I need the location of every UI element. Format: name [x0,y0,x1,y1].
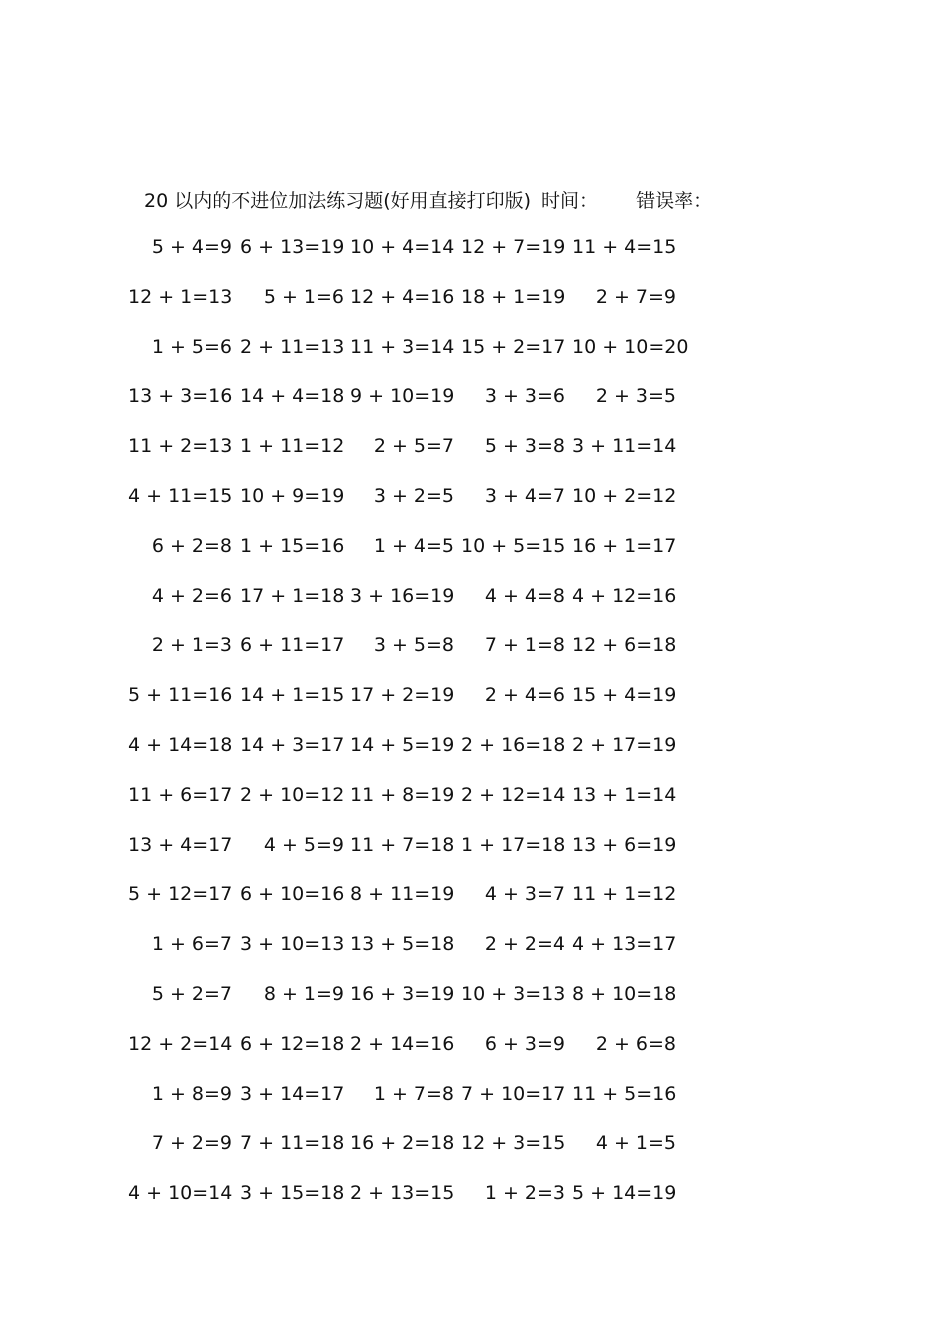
equation-item: 1 + 7=8 [373,1083,454,1105]
equation-item: 3 + 3=6 [484,385,565,407]
equation-item: 13 + 4=17 [128,834,233,856]
equation-item: 3 + 2=5 [373,485,454,507]
equation-item: 11 + 6=17 [128,784,233,806]
equation-item: 9 + 10=19 [350,385,455,407]
equation-item: 12 + 2=14 [128,1033,233,1055]
equation-item: 2 + 16=18 [461,734,566,756]
equation-item: 6 + 12=18 [240,1033,345,1055]
equation-item: 3 + 4=7 [484,485,565,507]
equation-item: 7 + 1=8 [484,634,565,656]
equation-item: 2 + 2=4 [484,933,565,955]
time-label: 时间： [541,190,599,212]
equation-item: 4 + 10=14 [128,1182,233,1204]
equation-item: 16 + 2=18 [350,1132,455,1154]
equation-item: 12 + 7=19 [461,236,566,258]
equation-item: 1 + 6=7 [151,933,232,955]
equation-item: 14 + 1=15 [240,684,345,706]
equation-item: 15 + 4=19 [572,684,677,706]
equation-item: 10 + 3=13 [461,983,566,1005]
equation-item: 6 + 3=9 [484,1033,565,1055]
equation-item: 2 + 17=19 [572,734,677,756]
equation-item: 2 + 13=15 [350,1182,455,1204]
equation-item: 14 + 4=18 [240,385,345,407]
equation-item: 11 + 2=13 [128,435,233,457]
equation-item: 10 + 9=19 [240,485,345,507]
page-title: 20 以内的不进位加法练习题(好用直接打印版) [144,190,532,212]
equation-item: 16 + 1=17 [572,535,677,557]
error-rate-label: 错误率： [636,190,713,212]
equation-item: 12 + 1=13 [128,286,233,308]
equation-item: 2 + 1=3 [151,634,232,656]
equation-item: 1 + 2=3 [484,1182,565,1204]
equation-item: 1 + 5=6 [151,336,232,358]
equation-item: 7 + 11=18 [240,1132,345,1154]
equation-item: 5 + 4=9 [151,236,232,258]
equation-item: 2 + 6=8 [595,1033,676,1055]
equation-item: 3 + 15=18 [240,1182,345,1204]
equation-item: 2 + 7=9 [595,286,676,308]
equation-item: 5 + 2=7 [151,983,232,1005]
equation-item: 7 + 10=17 [461,1083,566,1105]
equation-item: 10 + 5=15 [461,535,566,557]
equation-item: 14 + 3=17 [240,734,345,756]
equation-item: 1 + 4=5 [373,535,454,557]
equation-item: 6 + 13=19 [240,236,345,258]
equation-item: 6 + 2=8 [151,535,232,557]
equation-item: 17 + 2=19 [350,684,455,706]
equation-item: 1 + 17=18 [461,834,566,856]
equation-item: 1 + 15=16 [240,535,345,557]
equation-item: 5 + 1=6 [263,286,344,308]
equation-item: 17 + 1=18 [240,585,345,607]
equation-item: 1 + 11=12 [240,435,345,457]
equation-item: 2 + 11=13 [240,336,345,358]
equation-item: 13 + 1=14 [572,784,677,806]
equation-item: 2 + 12=14 [461,784,566,806]
equation-item: 3 + 16=19 [350,585,455,607]
equation-item: 11 + 3=14 [350,336,455,358]
equation-item: 10 + 4=14 [350,236,455,258]
equation-item: 3 + 11=14 [572,435,677,457]
equation-item: 3 + 10=13 [240,933,345,955]
equation-item: 3 + 14=17 [240,1083,345,1105]
equation-item: 15 + 2=17 [461,336,566,358]
equation-item: 4 + 2=6 [151,585,232,607]
equation-item: 7 + 2=9 [151,1132,232,1154]
equation-item: 4 + 5=9 [263,834,344,856]
equation-item: 6 + 10=16 [240,883,345,905]
equation-item: 2 + 14=16 [350,1033,455,1055]
equation-item: 2 + 4=6 [484,684,565,706]
equation-item: 18 + 1=19 [461,286,566,308]
equation-item: 4 + 14=18 [128,734,233,756]
equation-item: 2 + 5=7 [373,435,454,457]
worksheet-header [144,186,712,213]
equation-item: 10 + 2=12 [572,485,677,507]
equation-item: 5 + 12=17 [128,883,233,905]
equation-item: 4 + 12=16 [572,585,677,607]
equation-item: 11 + 1=12 [572,883,677,905]
equation-item: 10 + 10=20 [572,336,689,358]
equation-item: 14 + 5=19 [350,734,455,756]
equation-item: 11 + 4=15 [572,236,677,258]
equation-item: 5 + 14=19 [572,1182,677,1204]
equation-item: 1 + 8=9 [151,1083,232,1105]
equation-item: 12 + 6=18 [572,634,677,656]
equation-item: 5 + 3=8 [484,435,565,457]
equation-item: 8 + 11=19 [350,883,455,905]
equation-item: 8 + 1=9 [263,983,344,1005]
equation-item: 13 + 3=16 [128,385,233,407]
equation-item: 4 + 1=5 [595,1132,676,1154]
equation-item: 16 + 3=19 [350,983,455,1005]
equation-item: 11 + 7=18 [350,834,455,856]
equation-item: 4 + 11=15 [128,485,233,507]
equation-item: 12 + 4=16 [350,286,455,308]
equation-item: 13 + 6=19 [572,834,677,856]
equation-item: 2 + 3=5 [595,385,676,407]
equation-item: 2 + 10=12 [240,784,345,806]
equation-item: 3 + 5=8 [373,634,454,656]
equation-item: 11 + 5=16 [572,1083,677,1105]
equation-item: 4 + 3=7 [484,883,565,905]
equation-item: 4 + 4=8 [484,585,565,607]
equation-item: 5 + 11=16 [128,684,233,706]
equation-item: 8 + 10=18 [572,983,677,1005]
equation-item: 6 + 11=17 [240,634,345,656]
equation-item: 4 + 13=17 [572,933,677,955]
equation-item: 12 + 3=15 [461,1132,566,1154]
equation-item: 11 + 8=19 [350,784,455,806]
equation-item: 13 + 5=18 [350,933,455,955]
